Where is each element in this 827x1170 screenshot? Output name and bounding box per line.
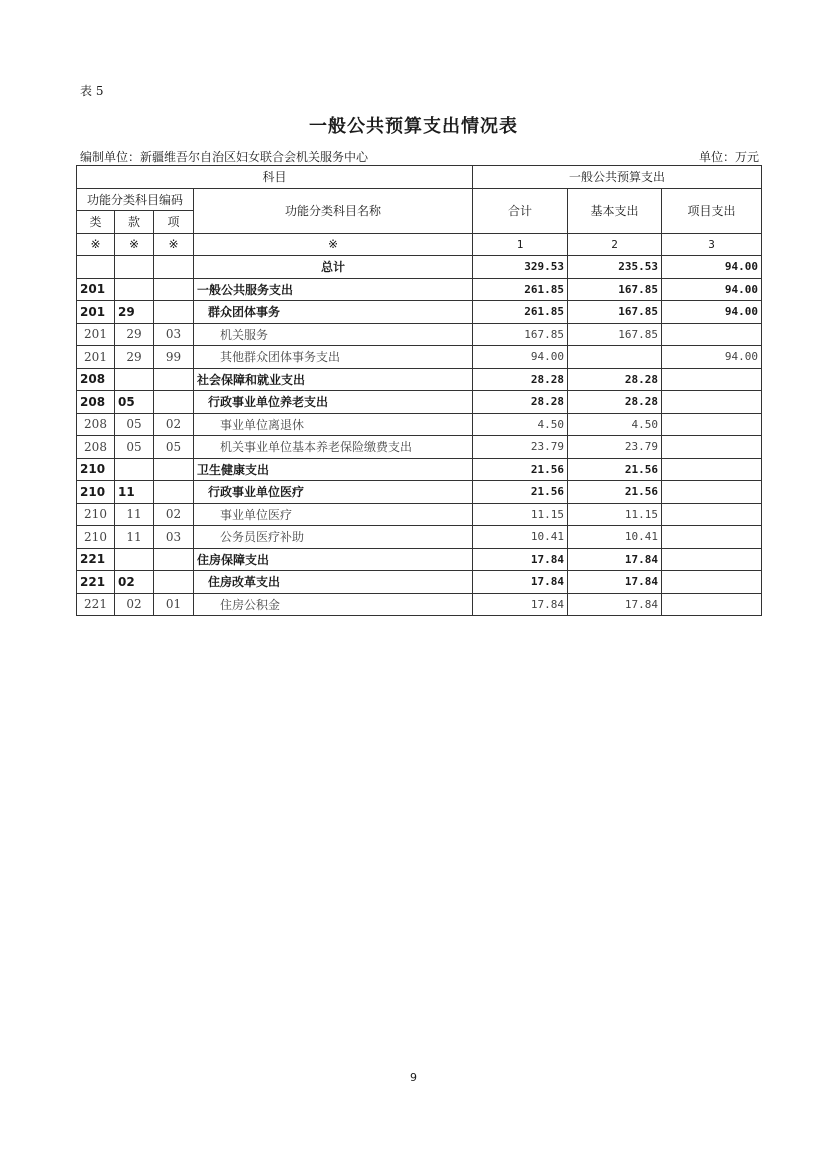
cell-lei: 208 [77,368,115,391]
header-code-group: 功能分类科目编码 [77,188,194,211]
header-lei: 类 [77,211,115,234]
cell-project: 94.00 [662,301,762,324]
cell-kuan [115,458,154,481]
cell-name: 事业单位医疗 [194,503,473,526]
page-title: 一般公共预算支出情况表 [309,116,518,137]
cell-basic [568,346,662,369]
cell-kuan: 02 [115,571,154,594]
cell-total: 329.53 [473,256,568,279]
cell-total: 167.85 [473,323,568,346]
table-row [77,436,762,459]
table-label: 表 5 [80,84,104,98]
cell-xiang: 99 [154,346,194,369]
budget-table [76,165,762,616]
page-number: 9 [410,1071,417,1084]
table-row [77,256,762,279]
cell-lei: 208 [77,391,115,414]
cell-basic: 11.15 [568,503,662,526]
header-budget-group: 一般公共预算支出 [473,166,762,189]
cell-lei: 221 [77,593,115,616]
cell-lei: 210 [77,458,115,481]
table-row [77,368,762,391]
cell-name: 一般公共服务支出 [194,278,473,301]
cell-name: 群众团体事务 [194,301,473,324]
cell-basic: 17.84 [568,571,662,594]
cell-project [662,391,762,414]
cell-basic: 17.84 [568,593,662,616]
cell-basic: 21.56 [568,458,662,481]
cell-name: 卫生健康支出 [194,458,473,481]
cell-name: 其他群众团体事务支出 [194,346,473,369]
cell-basic: 235.53 [568,256,662,279]
cell-total: 23.79 [473,436,568,459]
table-row [77,526,762,549]
table-row [77,323,762,346]
cell-lei: 210 [77,481,115,504]
cell-project [662,481,762,504]
cell-lei: 201 [77,301,115,324]
cell-basic: 4.50 [568,413,662,436]
table-header [77,166,762,256]
table-row [77,301,762,324]
cell-basic: 23.79 [568,436,662,459]
col-number-2: 2 [568,233,662,256]
cell-total: 28.28 [473,391,568,414]
cell-name: 机关事业单位基本养老保险缴费支出 [194,436,473,459]
cell-project: 94.00 [662,278,762,301]
cell-total: 11.15 [473,503,568,526]
cell-lei: 201 [77,278,115,301]
header-basic: 基本支出 [568,188,662,233]
col-number-1: 1 [473,233,568,256]
header-project: 项目支出 [662,188,762,233]
cell-basic: 17.84 [568,548,662,571]
cell-name: 机关服务 [194,323,473,346]
cell-xiang [154,278,194,301]
cell-project [662,593,762,616]
cell-total: 21.56 [473,458,568,481]
cell-xiang [154,548,194,571]
cell-lei: 221 [77,548,115,571]
cell-basic: 167.85 [568,301,662,324]
cell-project [662,436,762,459]
cell-project [662,458,762,481]
cell-kuan: 05 [115,436,154,459]
cell-xiang: 01 [154,593,194,616]
cell-name: 总计 [194,256,473,279]
cell-kuan: 11 [115,481,154,504]
cell-total: 17.84 [473,571,568,594]
cell-total: 4.50 [473,413,568,436]
cell-name: 住房保障支出 [194,548,473,571]
cell-xiang: 03 [154,526,194,549]
cell-total: 17.84 [473,548,568,571]
cell-xiang: 05 [154,436,194,459]
cell-total: 21.56 [473,481,568,504]
cell-basic: 167.85 [568,278,662,301]
cell-xiang: 03 [154,323,194,346]
cell-lei: 208 [77,413,115,436]
cell-name: 住房改革支出 [194,571,473,594]
cell-basic: 10.41 [568,526,662,549]
cell-name: 公务员医疗补助 [194,526,473,549]
mark-xiang: ※ [154,233,194,256]
cell-name: 住房公积金 [194,593,473,616]
header-total: 合计 [473,188,568,233]
cell-xiang [154,368,194,391]
cell-total: 10.41 [473,526,568,549]
cell-kuan: 05 [115,391,154,414]
cell-kuan [115,278,154,301]
cell-project [662,526,762,549]
cell-lei: 221 [77,571,115,594]
cell-name: 行政事业单位养老支出 [194,391,473,414]
cell-basic: 167.85 [568,323,662,346]
cell-project [662,413,762,436]
cell-project [662,368,762,391]
table-row [77,346,762,369]
cell-name: 行政事业单位医疗 [194,481,473,504]
cell-kuan [115,368,154,391]
table-row [77,278,762,301]
currency-unit: 单位：万元 [698,150,759,164]
cell-xiang [154,256,194,279]
col-number-3: 3 [662,233,762,256]
header-name: 功能分类科目名称 [194,188,473,233]
cell-kuan [115,256,154,279]
cell-basic: 28.28 [568,368,662,391]
cell-xiang [154,571,194,594]
cell-kuan: 05 [115,413,154,436]
cell-project: 94.00 [662,346,762,369]
cell-kuan: 29 [115,301,154,324]
cell-xiang [154,458,194,481]
cell-basic: 28.28 [568,391,662,414]
cell-total: 94.00 [473,346,568,369]
cell-xiang [154,481,194,504]
table-row [77,593,762,616]
cell-project: 94.00 [662,256,762,279]
table-row [77,548,762,571]
cell-kuan: 11 [115,526,154,549]
cell-lei: 201 [77,346,115,369]
cell-total: 28.28 [473,368,568,391]
cell-project [662,503,762,526]
cell-lei: 208 [77,436,115,459]
cell-total: 17.84 [473,593,568,616]
cell-basic: 21.56 [568,481,662,504]
cell-kuan: 29 [115,323,154,346]
cell-kuan: 02 [115,593,154,616]
mark-lei: ※ [77,233,115,256]
cell-xiang [154,301,194,324]
header-subject: 科目 [77,166,473,189]
table-row [77,391,762,414]
table-row [77,503,762,526]
cell-lei [77,256,115,279]
table-row [77,481,762,504]
cell-xiang: 02 [154,413,194,436]
cell-name: 事业单位离退休 [194,413,473,436]
cell-lei: 201 [77,323,115,346]
cell-kuan [115,548,154,571]
cell-project [662,571,762,594]
cell-xiang: 02 [154,503,194,526]
mark-name: ※ [194,233,473,256]
table-row [77,458,762,481]
cell-project [662,323,762,346]
cell-kuan: 11 [115,503,154,526]
table-row [77,571,762,594]
cell-total: 261.85 [473,301,568,324]
table-row [77,413,762,436]
cell-xiang [154,391,194,414]
cell-project [662,548,762,571]
cell-kuan: 29 [115,346,154,369]
cell-total: 261.85 [473,278,568,301]
cell-name: 社会保障和就业支出 [194,368,473,391]
compiling-unit: 编制单位：新疆维吾尔自治区妇女联合会机关服务中心 [80,150,369,164]
mark-kuan: ※ [115,233,154,256]
header-kuan: 款 [115,211,154,234]
table-body [77,256,762,616]
header-xiang: 项 [154,211,194,234]
cell-lei: 210 [77,503,115,526]
cell-lei: 210 [77,526,115,549]
